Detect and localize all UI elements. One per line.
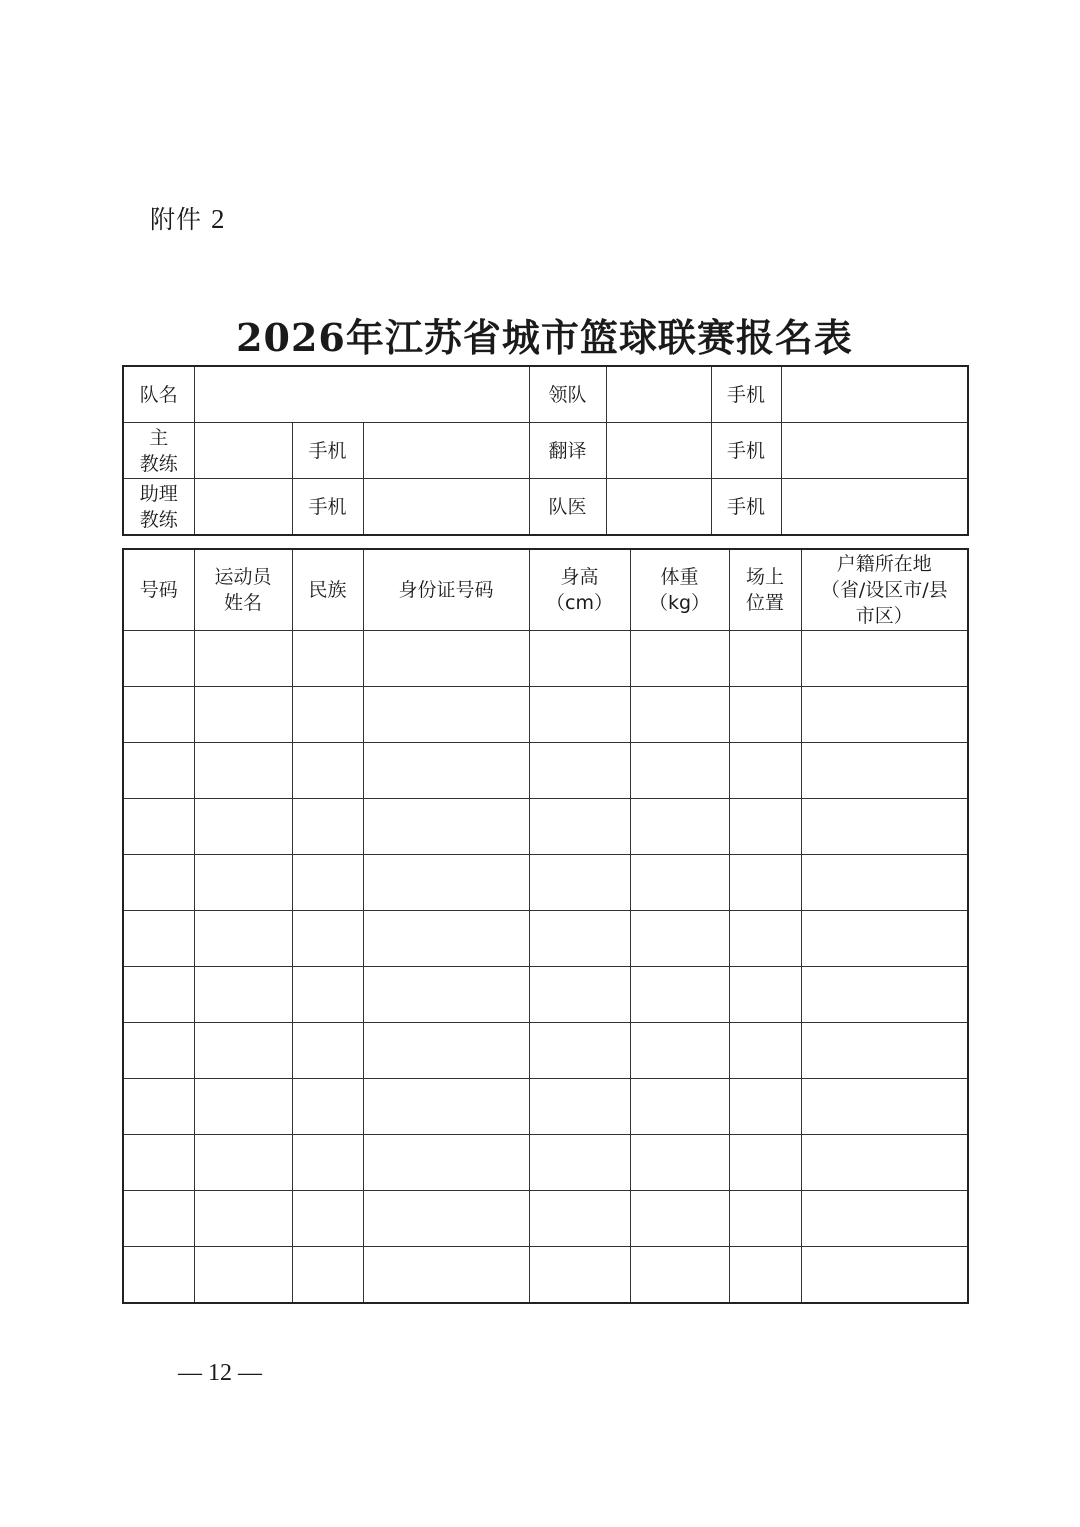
player-weight-cell[interactable] xyxy=(630,1079,729,1135)
player-id-number-cell[interactable] xyxy=(363,1079,529,1135)
header-weight xyxy=(630,549,729,631)
player-position-cell[interactable] xyxy=(729,631,801,687)
player-athlete-name-cell[interactable] xyxy=(194,743,292,799)
player-domicile-cell[interactable] xyxy=(801,687,968,743)
header-domicile-line2: （省/设区市/县 xyxy=(820,579,948,601)
translator-phone-field[interactable] xyxy=(781,423,968,479)
team-doctor-label: 队医 xyxy=(529,479,606,536)
header-number xyxy=(123,549,194,631)
player-domicile-cell[interactable] xyxy=(801,631,968,687)
attachment-number: 2 xyxy=(210,204,226,234)
player-athlete-name-cell[interactable] xyxy=(194,631,292,687)
player-weight-cell[interactable] xyxy=(630,855,729,911)
player-height-cell[interactable] xyxy=(529,967,630,1023)
player-ethnicity-cell[interactable] xyxy=(292,1023,363,1079)
player-position-cell[interactable] xyxy=(729,743,801,799)
player-height-cell[interactable] xyxy=(529,855,630,911)
player-number-cell[interactable] xyxy=(123,1135,194,1191)
table-row xyxy=(123,911,968,967)
player-ethnicity-cell[interactable] xyxy=(292,1079,363,1135)
player-domicile-cell[interactable] xyxy=(801,911,968,967)
header-number-text: 号码 xyxy=(139,579,178,601)
player-number-cell[interactable] xyxy=(123,799,194,855)
player-height-cell[interactable] xyxy=(529,799,630,855)
attachment-text: 附件 xyxy=(150,205,203,234)
assistant-coach-field[interactable] xyxy=(194,479,292,536)
player-id-number-cell[interactable] xyxy=(363,967,529,1023)
player-position-cell[interactable] xyxy=(729,967,801,1023)
player-height-cell[interactable] xyxy=(529,1135,630,1191)
player-athlete-name-cell[interactable] xyxy=(194,1191,292,1247)
player-weight-cell[interactable] xyxy=(630,799,729,855)
player-ethnicity-cell[interactable] xyxy=(292,743,363,799)
player-domicile-cell[interactable] xyxy=(801,743,968,799)
player-ethnicity-cell[interactable] xyxy=(292,855,363,911)
assistant-coach-label-line2: 教练 xyxy=(139,508,178,531)
translator-field[interactable] xyxy=(606,423,711,479)
player-weight-cell[interactable] xyxy=(630,1191,729,1247)
player-position-cell[interactable] xyxy=(729,1079,801,1135)
header-position-line2: 位置 xyxy=(745,592,784,614)
header-domicile-line1: 户籍所在地 xyxy=(836,553,932,575)
player-position-cell[interactable] xyxy=(729,1247,801,1304)
player-id-number-cell[interactable] xyxy=(363,911,529,967)
assistant-coach-phone-field[interactable] xyxy=(363,479,529,536)
staff-row-coach xyxy=(123,423,968,479)
table-row xyxy=(123,1247,968,1304)
player-ethnicity-cell[interactable] xyxy=(292,1247,363,1304)
player-athlete-name-cell[interactable] xyxy=(194,967,292,1023)
table-row xyxy=(123,631,968,687)
player-position-cell[interactable] xyxy=(729,855,801,911)
header-athlete-name xyxy=(194,549,292,631)
player-id-number-cell[interactable] xyxy=(363,743,529,799)
player-number-cell[interactable] xyxy=(123,967,194,1023)
page-title: 2026年江苏省城市篮球联赛报名表 xyxy=(236,315,853,360)
team-leader-phone-label: 手机 xyxy=(711,366,781,423)
head-coach-label-line1: 主 xyxy=(149,426,169,449)
player-ethnicity-cell[interactable] xyxy=(292,631,363,687)
header-weight-line1: 体重 xyxy=(660,566,699,588)
header-domicile xyxy=(801,549,968,631)
player-id-number-cell[interactable] xyxy=(363,1135,529,1191)
header-domicile-line3: 市区） xyxy=(855,605,913,627)
player-number-cell[interactable] xyxy=(123,855,194,911)
player-athlete-name-cell[interactable] xyxy=(194,1079,292,1135)
head-coach-field[interactable] xyxy=(194,423,292,479)
header-athlete-name-line2: 姓名 xyxy=(223,592,262,614)
player-weight-cell[interactable] xyxy=(630,743,729,799)
table-row xyxy=(123,967,968,1023)
team-doctor-field[interactable] xyxy=(606,479,711,536)
player-number-cell[interactable] xyxy=(123,1247,194,1304)
table-row xyxy=(123,743,968,799)
player-ethnicity-cell[interactable] xyxy=(292,1191,363,1247)
header-position-line1: 场上 xyxy=(745,566,784,588)
player-ethnicity-cell[interactable] xyxy=(292,967,363,1023)
staff-table xyxy=(122,365,969,536)
player-height-cell[interactable] xyxy=(529,1079,630,1135)
head-coach-label-line2: 教练 xyxy=(139,452,178,475)
player-rows xyxy=(123,631,968,1304)
team-doctor-phone-field[interactable] xyxy=(781,479,968,536)
player-domicile-cell[interactable] xyxy=(801,1247,968,1304)
header-ethnicity-text: 民族 xyxy=(308,579,347,601)
player-id-number-cell[interactable] xyxy=(363,631,529,687)
player-athlete-name-cell[interactable] xyxy=(194,1023,292,1079)
player-domicile-cell[interactable] xyxy=(801,855,968,911)
header-id-number-text: 身份证号码 xyxy=(398,579,494,601)
player-domicile-cell[interactable] xyxy=(801,1191,968,1247)
head-coach-phone-field[interactable] xyxy=(363,423,529,479)
player-id-number-cell[interactable] xyxy=(363,855,529,911)
header-height xyxy=(529,549,630,631)
team-leader-phone-field[interactable] xyxy=(781,366,968,423)
team-doctor-phone-label: 手机 xyxy=(711,479,781,536)
page-number: — 12 — xyxy=(178,1360,262,1386)
attachment-label xyxy=(150,200,225,236)
player-domicile-cell[interactable] xyxy=(801,1135,968,1191)
header-height-line1: 身高 xyxy=(560,566,599,588)
player-height-cell[interactable] xyxy=(529,687,630,743)
player-number-cell[interactable] xyxy=(123,631,194,687)
player-weight-cell[interactable] xyxy=(630,911,729,967)
player-weight-cell[interactable] xyxy=(630,967,729,1023)
player-athlete-name-cell[interactable] xyxy=(194,855,292,911)
staff-row-team xyxy=(123,366,968,423)
team-leader-label: 领队 xyxy=(529,366,606,423)
player-domicile-cell[interactable] xyxy=(801,1079,968,1135)
player-height-cell[interactable] xyxy=(529,743,630,799)
table-row xyxy=(123,687,968,743)
player-id-number-cell[interactable] xyxy=(363,799,529,855)
player-id-number-cell[interactable] xyxy=(363,1247,529,1304)
header-id-number xyxy=(363,549,529,631)
translator-phone-label: 手机 xyxy=(711,423,781,479)
player-height-cell[interactable] xyxy=(529,631,630,687)
assistant-coach-label xyxy=(123,479,194,536)
header-athlete-name-line1: 运动员 xyxy=(214,566,272,588)
player-number-cell[interactable] xyxy=(123,911,194,967)
player-athlete-name-cell[interactable] xyxy=(194,799,292,855)
player-weight-cell[interactable] xyxy=(630,1135,729,1191)
table-row xyxy=(123,1135,968,1191)
team-name-field[interactable] xyxy=(194,366,529,423)
player-weight-cell[interactable] xyxy=(630,1247,729,1304)
player-height-cell[interactable] xyxy=(529,911,630,967)
player-ethnicity-cell[interactable] xyxy=(292,911,363,967)
player-number-cell[interactable] xyxy=(123,743,194,799)
player-header-row xyxy=(123,549,968,631)
player-position-cell[interactable] xyxy=(729,911,801,967)
team-leader-field[interactable] xyxy=(606,366,711,423)
player-weight-cell[interactable] xyxy=(630,631,729,687)
player-number-cell[interactable] xyxy=(123,1023,194,1079)
head-coach-phone-label: 手机 xyxy=(292,423,363,479)
player-height-cell[interactable] xyxy=(529,1023,630,1079)
player-athlete-name-cell[interactable] xyxy=(194,687,292,743)
translator-label: 翻译 xyxy=(529,423,606,479)
table-row xyxy=(123,855,968,911)
player-ethnicity-cell[interactable] xyxy=(292,1135,363,1191)
table-row xyxy=(123,1191,968,1247)
player-position-cell[interactable] xyxy=(729,1135,801,1191)
player-number-cell[interactable] xyxy=(123,1191,194,1247)
player-domicile-cell[interactable] xyxy=(801,967,968,1023)
player-ethnicity-cell[interactable] xyxy=(292,687,363,743)
player-table xyxy=(122,548,969,1304)
player-id-number-cell[interactable] xyxy=(363,1191,529,1247)
player-position-cell[interactable] xyxy=(729,1191,801,1247)
assistant-coach-phone-label: 手机 xyxy=(292,479,363,536)
player-position-cell[interactable] xyxy=(729,687,801,743)
player-number-cell[interactable] xyxy=(123,1079,194,1135)
assistant-coach-label-line1: 助理 xyxy=(139,482,178,505)
header-ethnicity xyxy=(292,549,363,631)
player-domicile-cell[interactable] xyxy=(801,799,968,855)
table-row xyxy=(123,799,968,855)
header-position xyxy=(729,549,801,631)
player-id-number-cell[interactable] xyxy=(363,1023,529,1079)
head-coach-label xyxy=(123,423,194,479)
table-row xyxy=(123,1079,968,1135)
player-ethnicity-cell[interactable] xyxy=(292,799,363,855)
header-weight-line2: （kg） xyxy=(648,592,711,614)
player-athlete-name-cell[interactable] xyxy=(194,1135,292,1191)
player-position-cell[interactable] xyxy=(729,1023,801,1079)
player-athlete-name-cell[interactable] xyxy=(194,1247,292,1304)
player-athlete-name-cell[interactable] xyxy=(194,911,292,967)
player-number-cell[interactable] xyxy=(123,687,194,743)
team-name-label: 队名 xyxy=(123,366,194,423)
header-height-line2: （cm） xyxy=(546,592,613,614)
player-position-cell[interactable] xyxy=(729,799,801,855)
player-height-cell[interactable] xyxy=(529,1191,630,1247)
player-domicile-cell[interactable] xyxy=(801,1023,968,1079)
player-height-cell[interactable] xyxy=(529,1247,630,1304)
player-weight-cell[interactable] xyxy=(630,1023,729,1079)
staff-row-assistant xyxy=(123,479,968,536)
player-id-number-cell[interactable] xyxy=(363,687,529,743)
table-row xyxy=(123,1023,968,1079)
player-weight-cell[interactable] xyxy=(630,687,729,743)
